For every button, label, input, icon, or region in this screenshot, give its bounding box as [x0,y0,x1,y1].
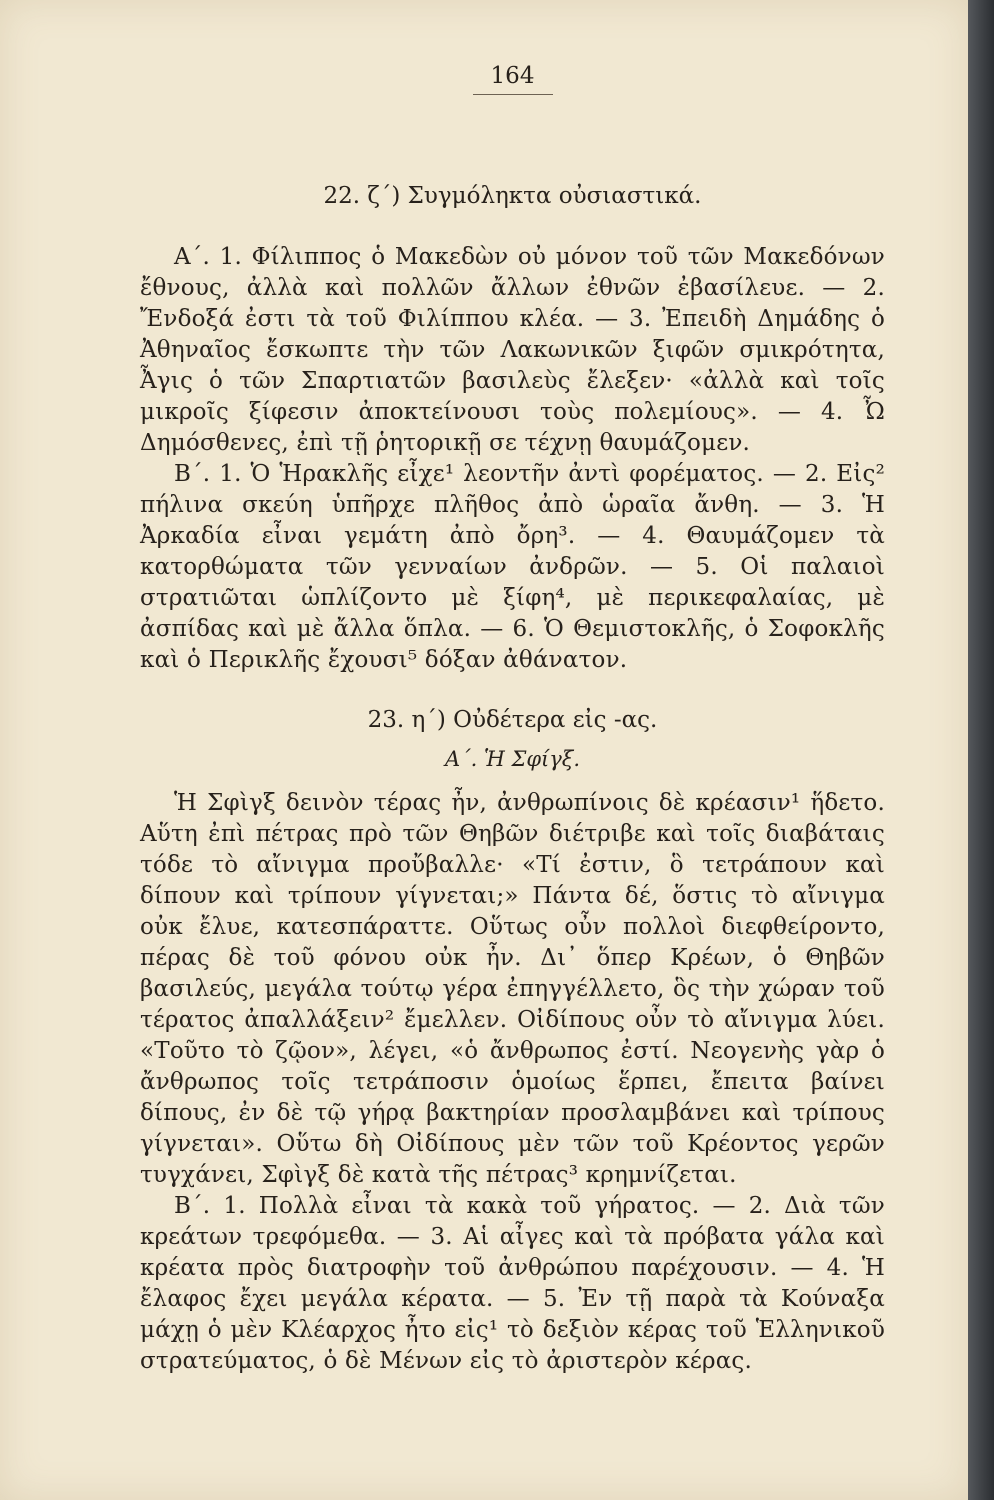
reading-paragraph: Ἡ Σφὶγξ δεινὸν τέρας ἦν, ἀνθρωπίνοις δὲ κρέασιν¹ ἥδετο. Αὕτη ἐπὶ πέτρας πρὸ τῶν Θηβῶν διέτριβε καὶ τοῖς διαβάταις τόδε τὸ αἴνιγμα προὔβαλλε· «Τί ἐστιν, ὃ τετράπουν καὶ δίπουν καὶ τρίπουν γίγνεται;» Πάντα δέ, ὅστις τὸ αἴνιγμα οὐκ ἔλυε, κατεσπάραττε. Οὕτως οὖν πολλοὶ διεφθείροντο, πέρας δὲ τοῦ φόνου οὐκ ἦν. Δι᾽ ὅπερ Κρέων, ὁ Θηβῶν βασιλεύς, μεγάλα τούτῳ γέρα ἐπηγγέλλετο, ὃς τὴν χώραν τοῦ τέρατος ἀπαλλάξειν² ἔμελλεν. Οἰδίπους οὖν τὸ αἴνιγμα λύει. «Τοῦτο τὸ ζῷον», λέγει, «ὁ ἄνθρωπος ἐστί. Νεογενὴς γὰρ ὁ ἄνθρωπος τοῖς τετράποσιν ὁμοίως ἕρπει, ἔπειτα βαίνει δίπους, ἐν δὲ τῷ γήρᾳ βακτηρίαν προσλαμβάνει καὶ τρίπους γίγνεται». Οὕτω δὴ Οἰδίπους μὲν τῶν τοῦ Κρέοντος γερῶν τυγχάνει, Σφὶγξ δὲ κατὰ τῆς πέτρας³ κρημνίζεται. [140,790,885,1188]
page-number-rule [473,94,553,95]
section-title-22: 22. ζ΄) Συγμόληκτα οὐσιαστικά. [323,183,702,209]
reading-title: Α΄. Ἡ Σφίγξ. [444,747,581,771]
page-content [140,62,885,1377]
exercise-paragraph-22a: Α΄. 1. Φίλιππος ὁ Μακεδὼν οὐ μόνον τοῦ τῶν Μακεδόνων ἔθνους, ἀλλὰ καὶ πολλῶν ἄλλων ἐθνῶν ἐβασίλευε. — 2. Ἔνδοξά ἐστι τὰ τοῦ Φιλίππου κλέα. — 3. Ἐπειδὴ Δημάδης ὁ Ἀθηναῖος ἔσκωπτε τὴν τῶν Λακωνικῶν ξιφῶν σμικρότητα, Ἆγις ὁ τῶν Σπαρτιατῶν βασιλεὺς ἔλεξεν· «ἀλλὰ καὶ τοῖς μικροῖς ξίφεσιν ἀποκτείνουσι τοὺς πολεμίους». — 4. Ὦ Δημόσθενες, ἐπὶ τῇ ῥητορικῇ σε τέχνῃ θαυμάζομεν. [140,244,885,456]
page-edge [968,0,994,1500]
page-number: 164 [490,63,535,89]
exercise-paragraph-22b: Β΄. 1. Ὁ Ἡρακλῆς εἶχε¹ λεοντῆν ἀντὶ φορέματος. — 2. Εἰς² πήλινα σκεύη ὑπῆρχε πλῆθος ἀπὸ ὡραῖα ἄνθη. — 3. Ἡ Ἀρκαδία εἶναι γεμάτη ἀπὸ ὄρη³. — 4. Θαυμάζομεν τὰ κατορθώματα τῶν γενναίων ἀνδρῶν. — 5. Οἱ παλαιοὶ στρατιῶται ὡπλίζοντο μὲ ξίφη⁴, μὲ περικεφαλαίας, μὲ ἀσπίδας καὶ μὲ ἄλλα ὅπλα. — 6. Ὁ Θεμιστοκλῆς, ὁ Σοφοκλῆς καὶ ὁ Περικλῆς ἔχουσι⁵ δόξαν ἀθάνατον. [140,461,885,673]
exercise-paragraph-23b: Β΄. 1. Πολλὰ εἶναι τὰ κακὰ τοῦ γήρατος. — 2. Διὰ τῶν κρεάτων τρεφόμεθα. — 3. Αἱ αἶγες καὶ τὰ πρόβατα γάλα καὶ κρέατα πρὸς διατροφὴν τοῦ ἀνθρώπου παρέχουσιν. — 4. Ἡ ἔλαφος ἔχει μεγάλα κέρατα. — 5. Ἐν τῇ παρὰ τὰ Κούναξα μάχῃ ὁ μὲν Κλέαρχος ἦτο εἰς¹ τὸ δεξιὸν κέρας τοῦ Ἑλληνικοῦ στρατεύματος, ὁ δὲ Μένων εἰς τὸ ἀριστερὸν κέρας. [140,1193,885,1374]
section-title-23: 23. η΄) Οὐδέτερα εἰς -ας. [367,707,658,733]
